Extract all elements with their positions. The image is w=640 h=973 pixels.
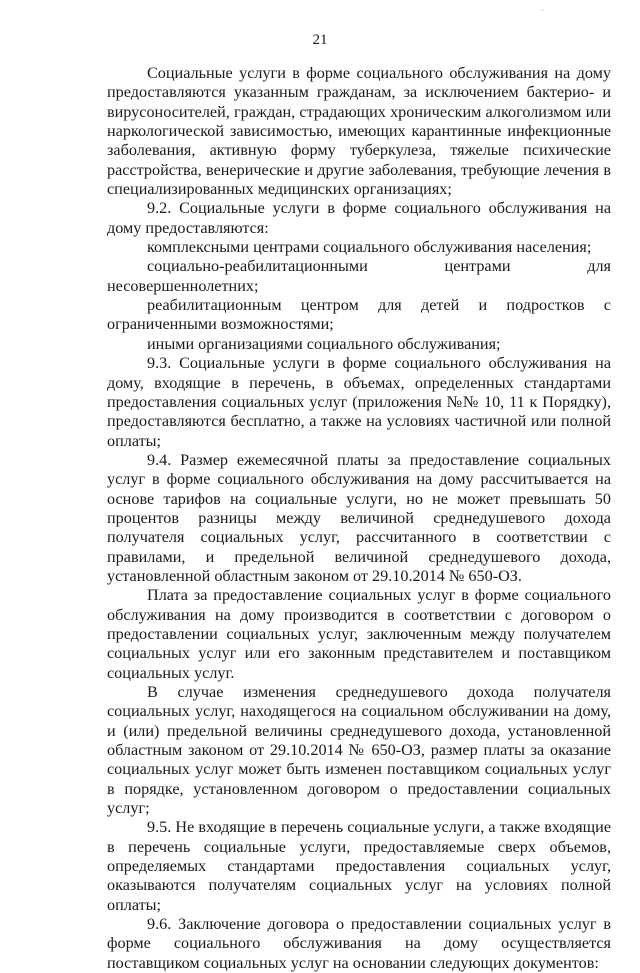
paragraph-9-2: 9.2. Социальные услуги в форме социального обслуживания на дому предоставляются:	[107, 199, 611, 237]
corner-mark: ·	[541, 6, 544, 15]
paragraph-9-3: 9.3. Социальные услуги в форме социального обслуживания на дому, входящие в перечень, в объемах, определенных стандартами предоставления социальных услуг (приложения №№ 10, 11 к Порядку), предоставляются бесплатно, а также на условиях частичной или полной оплаты;	[107, 354, 611, 450]
list-item-rehab-centers-minors: социально-реабилитационными центрами для несовершеннолетних;	[107, 257, 611, 295]
paragraph-9-4: 9.4. Размер ежемесячной платы за предоставление социальных услуг в форме социального обслуживания на дому рассчитывается на основе тарифов на социальные услуги, но не может превышать 50 процентов разницы между величиной среднедушевого дохода получателя социальных услуг, рассчитанного в соответствии с правилами, и предельной величиной среднедушевого дохода, установленной областным законом от 29.10.2014 № 650-ОЗ.	[107, 450, 611, 585]
list-item-other-organizations: иными организациями социального обслуживания;	[147, 334, 501, 353]
paragraph-payment: Плата за предоставление социальных услуг в форме социального обслуживания на дому производится в соответствии с договором о предоставлении социальных услуг, заключенным между получателем социальных услуг или его законным представителем и поставщиком социальных услуг.	[107, 586, 611, 682]
list-item-complex-centers: комплексными центрами социального обслуживания населения;	[147, 238, 592, 257]
paragraph-income-change: В случае изменения среднедушевого дохода получателя социальных услуг, находящегося на социальном обслуживании на дому, и (или) предельной величины среднедушевого дохода, установленной областным законом от 29.10.2014 № 650-ОЗ, размер платы за оказание социальных услуг может быть изменен поставщиком социальных услуг в порядке, установленном договором о предоставлении социальных услуг;	[107, 683, 611, 818]
body-text	[107, 64, 611, 973]
paragraph-intro: Социальные услуги в форме социального обслуживания на дому предоставляются указанным гражданам, за исключением бактерио- и вирусоносителей, граждан, страдающих хроническим алкоголизмом или наркологической зависимостью, имеющих карантинные инфекционные заболевания, активную форму туберкулеза, тяжелые психические расстройства, венерические и другие заболевания, требующие лечения в специализированных медицинских организациях;	[107, 64, 611, 199]
page-number: 21	[312, 32, 328, 48]
list-item-rehab-center-children: реабилитационным центром для детей и подростков с ограниченными возможностями;	[107, 296, 611, 334]
paragraph-9-6: 9.6. Заключение договора о предоставлении социальных услуг в форме социального обслуживания на дому осуществляется поставщиком социальных услуг на основании следующих документов:	[107, 915, 611, 972]
paragraph-9-5: 9.5. Не входящие в перечень социальные услуги, а также входящие в перечень социальные услуги, предоставляемые сверх объемов, определяемых стандартами предоставления социальных услуг, оказываются получателям социальных услуг на условиях полной оплаты;	[107, 818, 611, 914]
